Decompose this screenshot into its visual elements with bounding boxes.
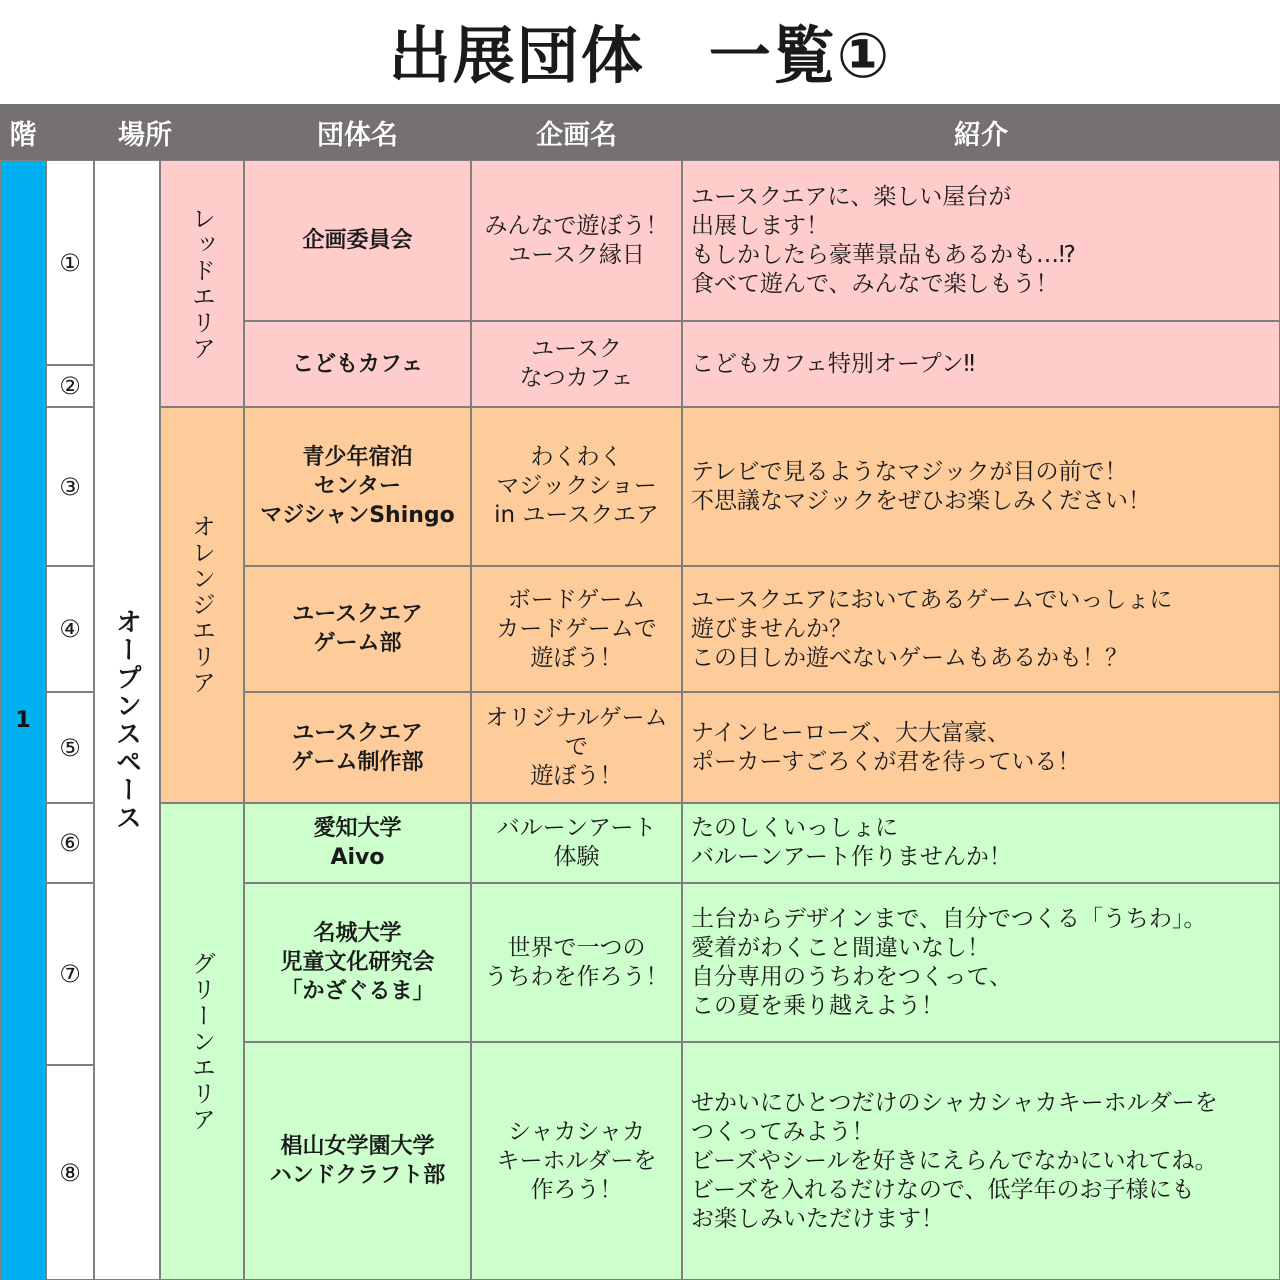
plan-name: オリジナルゲーム で 遊ぼう！ (471, 692, 682, 803)
intro-text: 土台からデザインまで、自分でつくる「うちわ」。 愛着がわくこと間違いなし！ 自分専用のうちわをつくって、 この夏を乗り越えよう！ (682, 883, 1280, 1042)
header-intro: 紹介 (682, 104, 1280, 160)
org-name: 企画委員会 (244, 160, 471, 321)
org-name: ユースクエア ゲーム部 (244, 566, 471, 692)
header-plan: 企画名 (471, 104, 682, 160)
header-floor: 階 (0, 104, 46, 160)
plan-name: ユースク なつカフェ (471, 321, 682, 407)
plan-name: バルーンアート 体験 (471, 803, 682, 883)
intro-text: ユースクエアに、楽しい屋台が 出展します！ もしかしたら豪華景品もあるかも…⁉ 食べて遊んで、みんなで楽しもう！ (682, 160, 1280, 321)
row-number: ② (46, 365, 94, 407)
org-name: 椙山女学園大学 ハンドクラフト部 (244, 1042, 471, 1280)
row-number: ⑤ (46, 692, 94, 803)
plan-name: ボードゲーム カードゲームで 遊ぼう！ (471, 566, 682, 692)
plan-name: わくわく マジックショー in ユースクエア (471, 407, 682, 566)
intro-text: テレビで見るようなマジックが目の前で！ 不思議なマジックをぜひお楽しみください！ (682, 407, 1280, 566)
area-orange (160, 407, 244, 803)
area-red (160, 160, 244, 407)
place-cell (94, 160, 160, 1280)
intro-text: ユースクエアにおいてあるゲームでいっしょに 遊びませんか？ この日しか遊べないゲームもあるかも！？ (682, 566, 1280, 692)
area-green-label: グリーンエリア (187, 950, 216, 1133)
place-label: オープンスペース (111, 608, 142, 832)
intro-text: ナインヒーローズ、大大富豪、 ポーカーすごろくが君を待っている！ (682, 692, 1280, 803)
area-red-label: レッドエリア (187, 205, 216, 362)
org-name: ユースクエア ゲーム制作部 (244, 692, 471, 803)
page-title: 出展団体 一覧① (388, 19, 892, 92)
row-number: ④ (46, 566, 94, 692)
row-number: ① (46, 160, 94, 365)
org-name: 青少年宿泊 センター マジシャンShingo (244, 407, 471, 566)
plan-name: 世界で一つの うちわを作ろう！ (471, 883, 682, 1042)
intro-text: せかいにひとつだけのシャカシャカキーホルダーを つくってみよう！ ビーズやシールを好きにえらんでなかにいれてね。 ビーズを入れるだけなので、低学年のお子様にも お楽しみいただけます！ (682, 1042, 1280, 1280)
row-number: ⑦ (46, 883, 94, 1065)
row-number: ③ (46, 407, 94, 566)
row-number: ⑧ (46, 1065, 94, 1280)
row-number: ⑥ (46, 803, 94, 883)
floor-cell: 1 (0, 160, 46, 1280)
area-orange-label: オレンジエリア (187, 514, 216, 696)
area-green (160, 803, 244, 1280)
plan-name: シャカシャカ キーホルダーを 作ろう！ (471, 1042, 682, 1280)
org-name: 愛知大学 Aivo (244, 803, 471, 883)
org-name: 名城大学 児童文化研究会 「かざぐるま」 (244, 883, 471, 1042)
header-org: 団体名 (244, 104, 471, 160)
intro-text: こどもカフェ特別オープン‼ (682, 321, 1280, 407)
org-name: こどもカフェ (244, 321, 471, 407)
plan-name: みんなで遊ぼう！ ユースク縁日 (471, 160, 682, 321)
intro-text: たのしくいっしょに バルーンアート作りませんか！ (682, 803, 1280, 883)
header-place: 場所 (46, 104, 244, 160)
